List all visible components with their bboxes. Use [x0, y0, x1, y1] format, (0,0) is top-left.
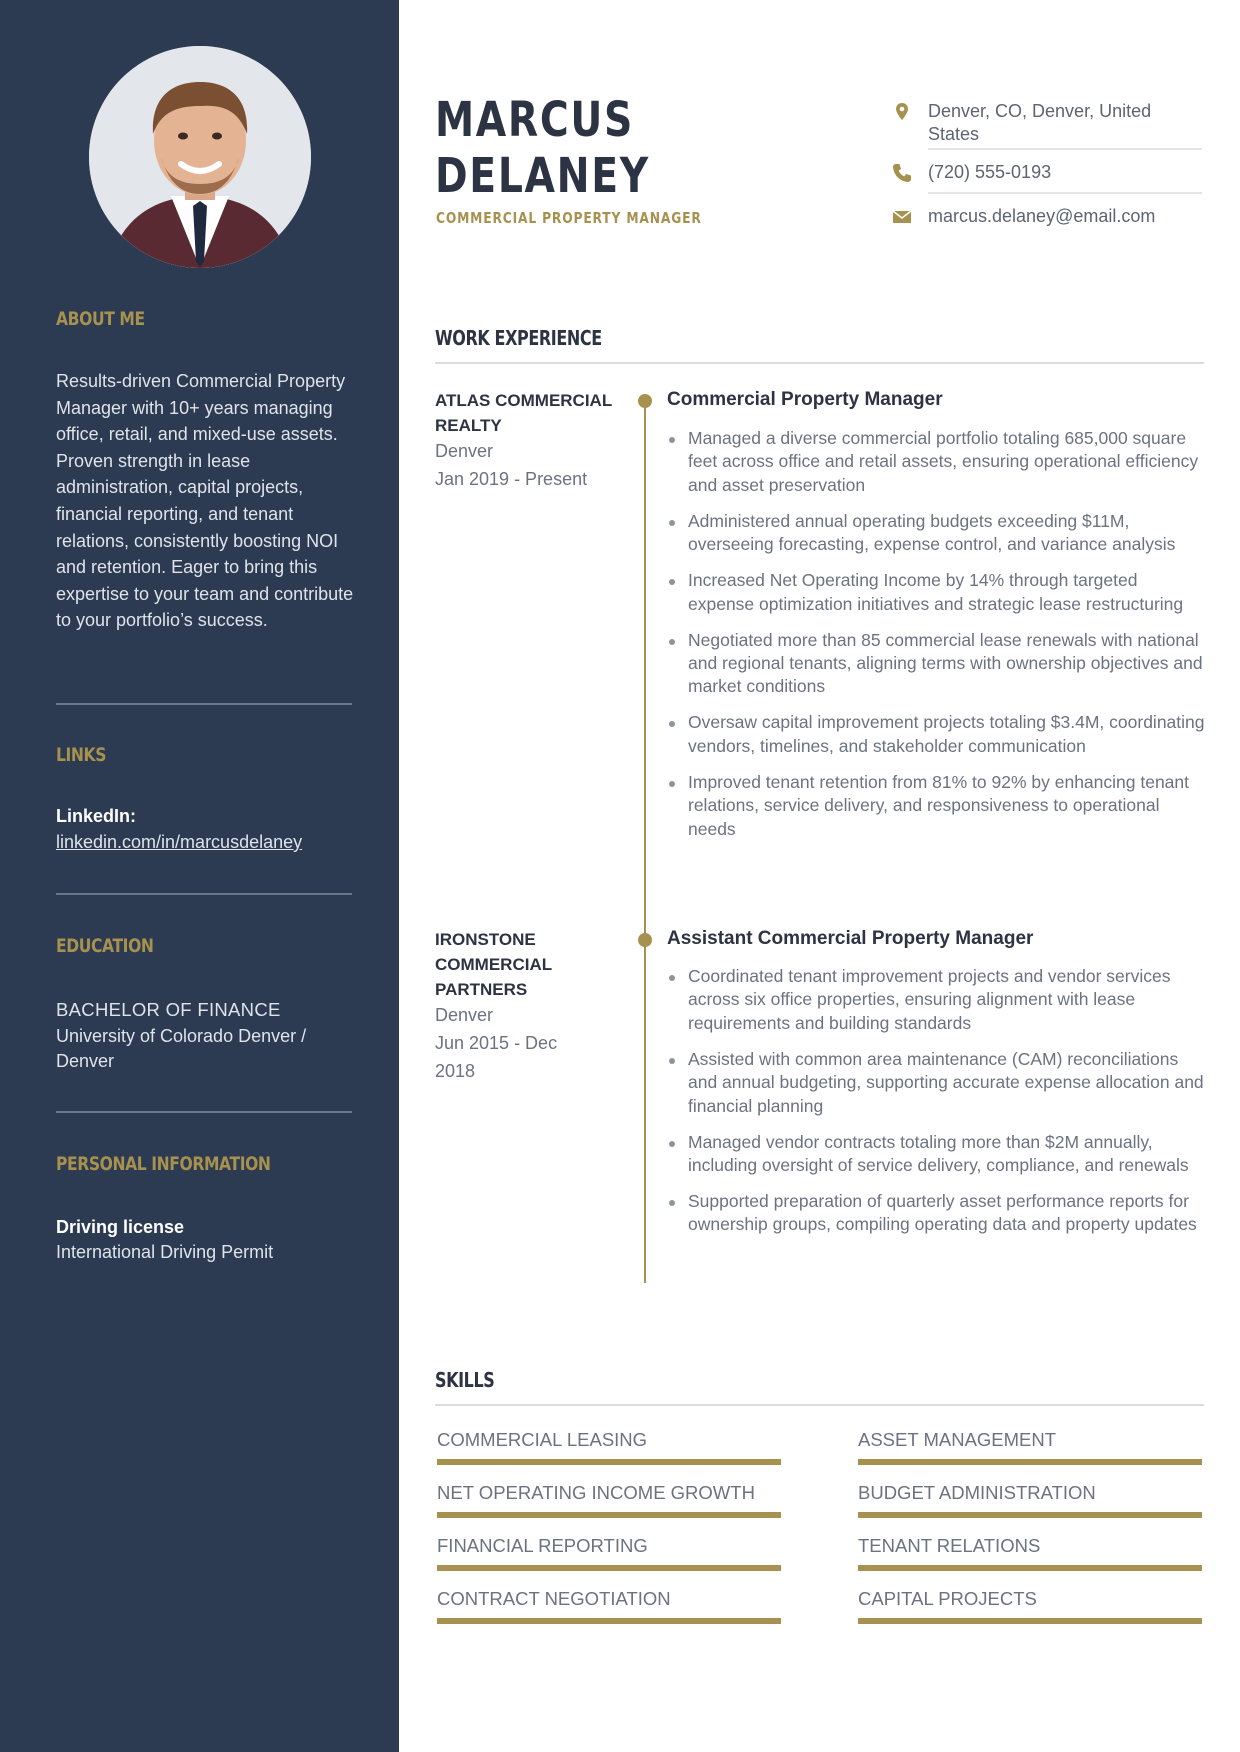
skill-bar: [858, 1618, 1202, 1624]
links-heading: LINKS: [56, 744, 107, 766]
skill-bar: [437, 1512, 781, 1518]
degree: BACHELOR OF FINANCE: [56, 999, 281, 1020]
person-portrait-icon: [89, 46, 311, 268]
profile-photo: [89, 46, 311, 268]
divider: [56, 1111, 352, 1113]
skill-item: [858, 1535, 1202, 1571]
skill-bar: [437, 1618, 781, 1624]
contact-divider: [928, 148, 1202, 150]
envelope-icon: [890, 205, 914, 229]
timeline-dot: [638, 933, 652, 947]
skill-bar: [437, 1459, 781, 1465]
company-name: ATLAS COMMERCIAL REALTY: [435, 391, 612, 435]
job-title-header: COMMERCIAL PROPERTY MANAGER: [436, 209, 702, 227]
skill-item: [858, 1482, 1202, 1518]
job-dates: Jun 2015 - Dec 2018: [435, 1033, 558, 1081]
location-text: Denver, CO, Denver, United States: [928, 101, 1152, 144]
divider: [56, 893, 352, 895]
job-dates: Jan 2019 - Present: [435, 469, 588, 489]
skill-name: BUDGET ADMINISTRATION: [858, 1482, 1096, 1503]
job-location: Denver: [435, 1005, 494, 1025]
section-divider: [435, 362, 1204, 364]
full-name: [435, 92, 650, 204]
work-experience-heading: WORK EXPERIENCE: [435, 326, 602, 350]
last-name: DELANEY: [435, 148, 650, 204]
sidebar: [0, 0, 399, 1752]
map-pin-icon: [890, 100, 914, 124]
driving-license-label: Driving license: [56, 1217, 185, 1237]
skill-item: [437, 1482, 781, 1518]
skill-bar: [858, 1512, 1202, 1518]
phone-icon: [890, 161, 914, 185]
linkedin-label: LinkedIn:: [56, 806, 136, 826]
job-title: Assistant Commercial Property Manager: [667, 928, 1034, 949]
list-item: Managed a diverse commercial portfolio totaling 685,000 square feet across office and retail assets, ensuring operational efficiency and asset preservation: [667, 427, 1207, 497]
skill-item: [437, 1535, 781, 1571]
skill-name: COMMERCIAL LEASING: [437, 1429, 648, 1450]
company-name: IRONSTONE COMMERCIAL PARTNERS: [435, 930, 552, 999]
skill-bar: [858, 1565, 1202, 1571]
skill-bar: [858, 1459, 1202, 1465]
timeline-dot: [638, 394, 652, 408]
personal-heading: PERSONAL INFORMATION: [56, 1153, 271, 1175]
list-item: Improved tenant retention from 81% to 92% by enhancing tenant relations, service delivery, and responsiveness to operational needs: [667, 771, 1207, 841]
section-divider: [435, 1404, 1204, 1406]
school: University of Colorado Denver / Denver: [56, 1026, 307, 1071]
skill-item: [858, 1429, 1202, 1465]
list-item: Oversaw capital improvement projects totaling $3.4M, coordinating vendors, timelines, and stakeholder communication: [667, 711, 1207, 758]
skill-name: FINANCIAL REPORTING: [437, 1535, 648, 1556]
education-heading: EDUCATION: [56, 935, 154, 957]
list-item: Administered annual operating budgets exceeding $11M, overseeing forecasting, expense control, and variance analysis: [667, 510, 1207, 557]
list-item: Coordinated tenant improvement projects and vendor services across six office properties, ensuring alignment with lease requirements and building standards: [667, 965, 1207, 1035]
list-item: Assisted with common area maintenance (CAM) reconciliations and annual budgeting, supporting accurate expense allocation and financial planning: [667, 1048, 1207, 1118]
list-item: Negotiated more than 85 commercial lease renewals with national and regional tenants, aligning terms with ownership objectives and market conditions: [667, 629, 1207, 699]
skill-name: ASSET MANAGEMENT: [858, 1429, 1057, 1450]
job-bullets: [667, 427, 1207, 854]
skill-name: NET OPERATING INCOME GROWTH: [437, 1482, 755, 1503]
list-item: Managed vendor contracts totaling more than $2M annually, including oversight of service delivery, compliance, and renewals: [667, 1131, 1207, 1178]
contact-divider: [928, 192, 1202, 194]
job-location: Denver: [435, 441, 494, 461]
email-text[interactable]: marcus.delaney@email.com: [928, 206, 1156, 226]
about-text: Results-driven Commercial Property Manager with 10+ years managing office, retail, and mixed-use assets. Proven strength in lease administration, capital projects, financial reporting, and tenant relations, consistently boosting NOI and retention. Eager to bring this expertise to your team and contribute to your portfolio’s success.: [56, 371, 354, 631]
skill-name: CONTRACT NEGOTIATION: [437, 1588, 671, 1609]
driving-license-value: International Driving Permit: [56, 1242, 274, 1262]
first-name: MARCUS: [435, 92, 634, 148]
skill-bar: [437, 1565, 781, 1571]
job-bullets: [667, 965, 1207, 1249]
divider: [56, 703, 352, 705]
skill-name: TENANT RELATIONS: [858, 1535, 1041, 1556]
phone-text: (720) 555-0193: [928, 162, 1052, 182]
timeline-line: [644, 400, 646, 1283]
list-item: Supported preparation of quarterly asset performance reports for ownership groups, compiling operating data and property updates: [667, 1190, 1207, 1237]
skills-heading: SKILLS: [435, 1368, 495, 1392]
skill-name: CAPITAL PROJECTS: [858, 1588, 1037, 1609]
about-heading: ABOUT ME: [56, 308, 145, 330]
skill-item: [437, 1588, 781, 1624]
job-title: Commercial Property Manager: [667, 389, 943, 410]
list-item: Increased Net Operating Income by 14% through targeted expense optimization initiatives and strategic lease restructuring: [667, 569, 1207, 616]
skill-item: [437, 1429, 781, 1465]
skill-item: [858, 1588, 1202, 1624]
linkedin-link[interactable]: linkedin.com/in/marcusdelaney: [56, 832, 303, 852]
